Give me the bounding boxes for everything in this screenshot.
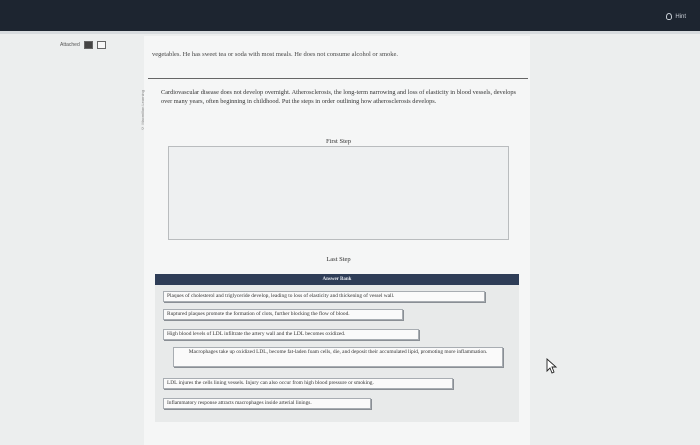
top-bar [0, 0, 700, 34]
left-nav [60, 41, 106, 49]
answer-card[interactable]: High blood levels of LDL infiltrate the artery wall and the LDL becomes oxidized. [163, 329, 419, 340]
panel-toggle-icon[interactable] [84, 41, 93, 49]
answer-card[interactable]: LDL injures the cells lining vessels. Injury can also occur from high blood pressure or smoking. [163, 378, 453, 389]
hint-button[interactable] [666, 13, 686, 20]
copyright-label: © Macmillan Learning [140, 90, 145, 131]
cursor-icon [546, 358, 558, 374]
question-text: Cardiovascular disease does not develop overnight. Atherosclerosis, the long-term narrowing and loss of elasticity in blood vessels, develops over many years, often beginning in childhood. Put the steps in order outlining how atherosclerosis develops. [161, 89, 516, 105]
lightbulb-icon [666, 13, 672, 20]
first-step-label: First Step [325, 138, 352, 145]
hint-label: Hint [675, 13, 686, 20]
answer-bank-title: Answer Bank [155, 274, 519, 285]
attached-label: Attached [60, 42, 80, 48]
divider [148, 78, 528, 79]
answer-card[interactable]: Ruptured plaques promote the formation of clots, further blocking the flow of blood. [163, 309, 403, 320]
answer-bank [155, 274, 519, 422]
last-step-label: Last Step [326, 256, 351, 263]
answer-card[interactable]: Inflammatory response attracts macrophages inside arterial linings. [163, 398, 371, 409]
intro-text: vegetables. He has sweet tea or soda with most meals. He does not consume alcohol or smoke. [152, 51, 399, 58]
page-icon[interactable] [97, 41, 106, 49]
answer-card[interactable]: Plaques of cholesterol and triglyceride develop, leading to loss of elasticity and thickening of vessel wall. [163, 291, 485, 302]
answer-card[interactable]: Macrophages take up oxidized LDL, become fat-laden foam cells, die, and deposit their accumulated lipid, promoting more inflammation. [173, 347, 503, 367]
ordering-drop-area[interactable] [168, 146, 509, 240]
